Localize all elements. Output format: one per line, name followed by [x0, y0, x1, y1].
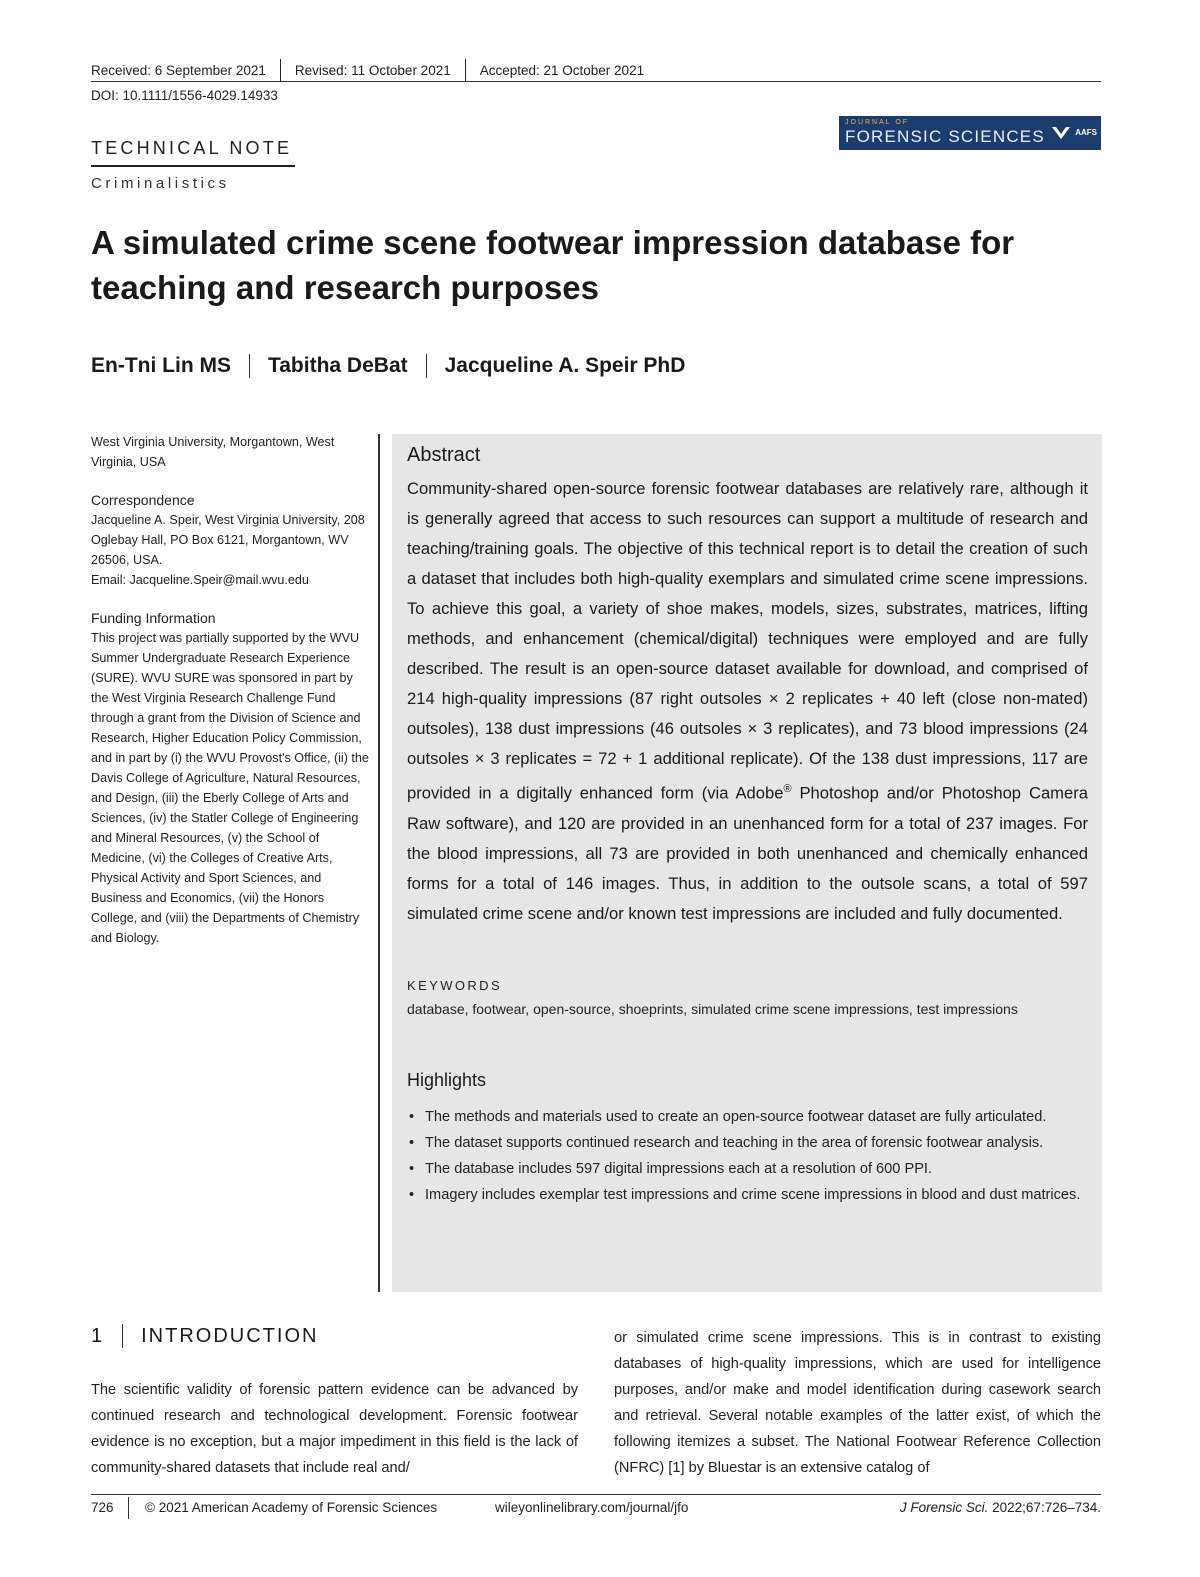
correspondence-text: Jacqueline A. Speir, West Virginia University, 208 Oglebay Hall, PO Box 6121, Morgantown, WV 26506, USA.	[91, 513, 365, 567]
divider	[465, 59, 466, 81]
author-list	[91, 354, 685, 378]
bullet: •	[409, 1109, 415, 1125]
author-name[interactable]: En-Tni Lin MS	[91, 354, 231, 377]
funding-text: This project was partially supported by the WVU Summer Undergraduate Research Experience (SURE). WVU SURE was sponsored in part by the West Virginia Research Challenge Fund through a grant from the Division of Science and Research, Higher Education Policy Commission, and in part by (i) the WVU Provost's Office, (ii) the Davis College of Agriculture, Natural Resources, and Design, (iii) the Eberly College of Arts and Sciences, (iv) the Statler College of Engineering and Mineral Resources, (v) the School of Medicine, (vi) the Colleges of Creative Arts, Physical Activity and Sport Sciences, and Business and Economics, (vii) the Honors College, and (viii) the Departments of Chemistry and Biology.	[91, 631, 369, 945]
list-item	[407, 1130, 1088, 1156]
journal-logo	[839, 116, 1101, 150]
publication-dates	[91, 59, 1101, 81]
keywords-text: database, footwear, open-source, shoeprints, simulated crime scene impressions, test impressions	[407, 1001, 1018, 1017]
divider	[128, 1497, 129, 1519]
section-label: Criminalistics	[91, 175, 230, 192]
highlight-text: The database includes 597 digital impressions each at a resolution of 600 PPI.	[425, 1161, 933, 1177]
abstract-text	[407, 474, 1088, 929]
citation-volume: 2022;67:726–734.	[988, 1500, 1101, 1515]
article-type: TECHNICAL NOTE	[91, 138, 293, 158]
divider	[122, 1324, 123, 1348]
highlight-text: Imagery includes exemplar test impressions and crime scene impressions in blood and dust matrices.	[425, 1187, 1081, 1203]
abstract-text-part: Photoshop and/or Photoshop Camera Raw software), and 120 are provided in an unenhanced form for a total of 237 images. For the blood impressions, all 73 are provided in both unenhanced and chemically enhanced forms for a total of 146 images. Thus, in addition to the outsole scans, a total of 597 simulated crime scene and/or known test impressions are included and fully documented.	[407, 783, 1088, 923]
affiliation: West Virginia University, Morgantown, West Virginia, USA	[91, 435, 335, 469]
column-divider	[378, 434, 380, 1292]
list-item	[407, 1156, 1088, 1182]
highlight-text: The methods and materials used to create an open-source footwear dataset are fully articulated.	[425, 1109, 1047, 1125]
highlights-list	[407, 1104, 1088, 1208]
introduction-heading	[91, 1324, 318, 1348]
revised-date: Revised: 11 October 2021	[294, 62, 451, 78]
highlights-heading: Highlights	[407, 1070, 487, 1090]
accepted-date: Accepted: 21 October 2021	[479, 62, 645, 78]
highlight-text: The dataset supports continued research and teaching in the area of forensic footwear analysis.	[425, 1135, 1044, 1151]
registered-mark: ®	[783, 783, 792, 795]
introduction-column-1: The scientific validity of forensic pattern evidence can be advanced by continued research and technological development. Forensic footwear evidence is no exception, but a major impediment in this field is the lack of community-shared datasets that include real and/	[91, 1382, 578, 1476]
citation	[900, 1500, 1101, 1515]
divider	[426, 354, 427, 378]
header-rule	[91, 81, 1101, 82]
article-type-underline	[91, 165, 295, 167]
article-title: A simulated crime scene footwear impression database for teaching and research purposes	[91, 224, 1015, 306]
section-number: 1	[91, 1324, 105, 1347]
doi[interactable]: DOI: 10.1111/1556-4029.14933	[91, 88, 278, 103]
funding-heading: Funding Information	[91, 610, 216, 626]
divider	[280, 59, 281, 81]
journal-logo-name: FORENSIC SCIENCES	[845, 127, 1045, 146]
correspondence-heading: Correspondence	[91, 492, 195, 508]
author-name[interactable]: Tabitha DeBat	[267, 354, 408, 377]
correspondence-email[interactable]: Email: Jacqueline.Speir@mail.wvu.edu	[91, 573, 309, 587]
keywords-heading: KEYWORDS	[407, 978, 503, 993]
author-name[interactable]: Jacqueline A. Speir PhD	[444, 354, 686, 377]
bullet: •	[409, 1187, 415, 1203]
list-item	[407, 1104, 1088, 1130]
journal-url[interactable]: wileyonlinelibrary.com/journal/jfo	[495, 1500, 689, 1515]
aafs-emblem-icon	[1051, 125, 1071, 141]
bullet: •	[409, 1161, 415, 1177]
footer-rule	[91, 1494, 1101, 1495]
citation-journal: J Forensic Sci.	[899, 1500, 989, 1515]
introduction-column-2: or simulated crime scene impressions. This is in contrast to existing databases of high-quality impressions, which are used for intelligence purposes, and/or make and model identification during casework search and retrieval. Several notable examples of the latter exist, of which the following itemizes a subset. The National Footwear Reference Collection (NFRC) [1] by Bluestar is an extensive catalog of	[614, 1330, 1101, 1476]
journal-logo-top: JOURNAL OF	[845, 119, 910, 126]
abstract-text-part: Community-shared open-source forensic footwear databases are relatively rare, although it is generally agreed that access to such resources can support a multitude of research and teaching/training goals. The objective of this technical report is to detail the creation of such a dataset that includes both high-quality exemplars and simulated crime scene impressions. To achieve this goal, a variety of shoe makes, models, sizes, substrates, matrices, lifting methods, and enhancement (chemical/digital) techniques were employed and are fully described. The result is an open-source dataset available for download, and comprised of 214 high-quality impressions (87 right outsoles × 2 replicates + 40 left (close non-mated) outsoles), 138 dust impressions (46 outsoles × 3 replicates), and 73 blood impressions (24 outsoles × 3 replicates = 72 + 1 additional replicate). Of the 138 dust impressions, 117 are provided in a digitally enhanced form (via Adobe	[407, 479, 1088, 803]
page-number: 726	[91, 1500, 114, 1515]
divider	[249, 354, 250, 378]
journal-logo-org: AAFS	[1075, 128, 1097, 137]
copyright: © 2021 American Academy of Forensic Sciences	[145, 1500, 438, 1515]
received-date: Received: 6 September 2021	[91, 62, 266, 78]
list-item	[407, 1182, 1088, 1208]
abstract-heading: Abstract	[407, 444, 481, 466]
bullet: •	[409, 1135, 415, 1151]
article-info-column	[91, 432, 371, 948]
section-title: INTRODUCTION	[141, 1324, 319, 1347]
